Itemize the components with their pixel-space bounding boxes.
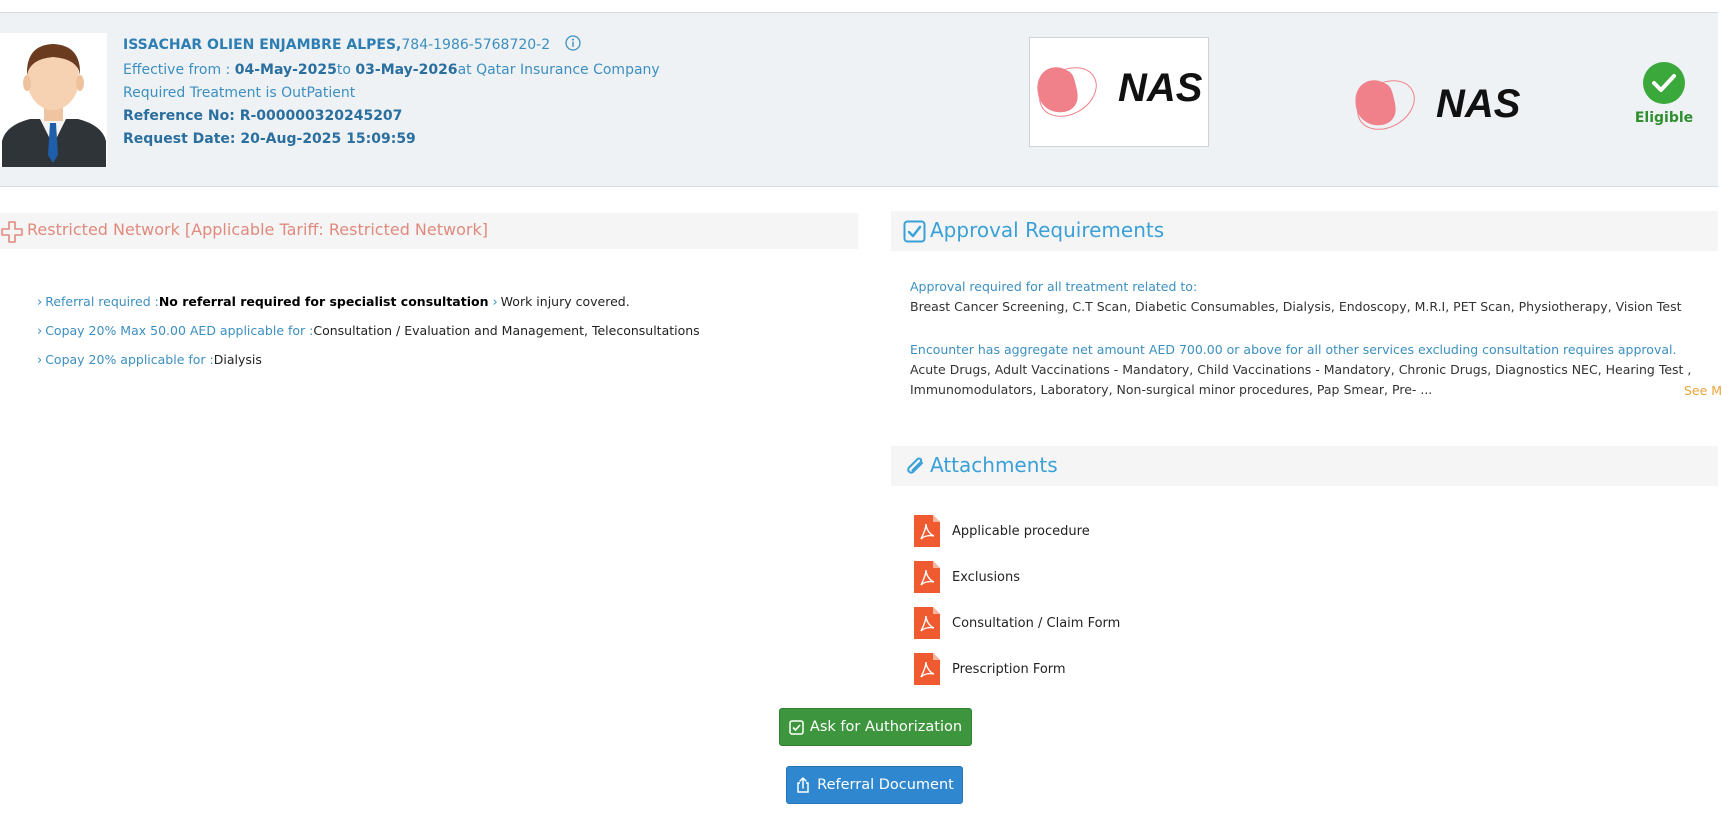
ask-auth-label: Ask for Authorization xyxy=(809,719,963,735)
chevron-right-icon: › xyxy=(37,295,43,310)
effective-to-date: 03-May-2026 xyxy=(355,62,458,78)
reference-number: Reference No: R-000000320245207 xyxy=(123,108,403,124)
attachments-title: Attachments xyxy=(930,453,1058,477)
logo1-text: NAS xyxy=(1118,66,1203,110)
insurer-text: at Qatar Insurance Company xyxy=(457,62,660,78)
attachments-section-header xyxy=(891,446,1718,486)
list-item: › Referral required :No referral required for specialist consultation › Work injury covered. xyxy=(37,294,630,310)
attachment-item[interactable]: Consultation / Claim Form xyxy=(914,600,1614,646)
member-avatar xyxy=(0,33,107,167)
eligible-label: Eligible xyxy=(1634,110,1694,126)
member-id: 784-1986-5768720-2 xyxy=(401,37,551,53)
network-logo xyxy=(1348,63,1534,143)
info-icon[interactable] xyxy=(565,35,581,59)
effective-to-label: to xyxy=(336,62,356,78)
referral-document-button[interactable] xyxy=(786,766,963,804)
network-section-header xyxy=(0,213,858,249)
pdf-icon xyxy=(914,653,940,685)
checkbox-icon xyxy=(903,220,926,247)
check-circle-icon xyxy=(1643,62,1685,104)
chevron-right-icon: › xyxy=(37,353,43,368)
insurer-logo xyxy=(1029,37,1209,147)
medical-cross-icon xyxy=(1,221,23,247)
chevron-right-icon: › xyxy=(492,295,498,310)
pdf-icon xyxy=(914,607,940,639)
member-name: ISSACHAR OLIEN ENJAMBRE ALPES, xyxy=(123,37,402,53)
effective-prefix: Effective from : xyxy=(123,62,235,78)
member-header xyxy=(0,13,1718,187)
attachment-item[interactable]: Prescription Form xyxy=(914,646,1614,692)
coverage-list xyxy=(37,288,700,375)
approval-requirements xyxy=(910,277,1710,400)
member-info xyxy=(123,34,660,151)
effective-from-date: 04-May-2025 xyxy=(234,62,337,78)
referral-label: Referral Document xyxy=(817,777,954,793)
see-more-link[interactable]: See M xyxy=(1684,383,1722,398)
attachments-list xyxy=(914,508,1614,677)
chevron-right-icon: › xyxy=(37,324,43,339)
approval-heading-2: Encounter has aggregate net amount AED 700.00 or above for all other services excluding consultation requires approval. xyxy=(910,342,1677,357)
attachment-item[interactable]: Applicable procedure xyxy=(914,508,1614,554)
logo2-text: NAS xyxy=(1436,82,1521,126)
paperclip-icon xyxy=(903,455,927,483)
approval-list-1: Breast Cancer Screening, C.T Scan, Diabetic Consumables, Dialysis, Endoscopy, M.R.I, PET Scan, Physiotherapy, Vision Test xyxy=(910,299,1682,314)
ask-for-authorization-button[interactable] xyxy=(779,708,972,746)
required-treatment: Required Treatment is OutPatient xyxy=(123,85,356,101)
list-item: › Copay 20% Max 50.00 AED applicable for :Consultation / Evaluation and Management, Teleconsultations xyxy=(37,323,700,339)
list-item: › Copay 20% applicable for :Dialysis xyxy=(37,352,262,368)
approval-list-2-line1: Acute Drugs, Adult Vaccinations - Mandatory, Child Vaccinations - Mandatory, Chronic Drugs, Diagnostics NEC, Hearing Test , xyxy=(910,362,1692,377)
checkbox-icon xyxy=(789,720,804,735)
pdf-icon xyxy=(914,515,940,547)
approval-title: Approval Requirements xyxy=(930,218,1165,242)
request-date: Request Date: 20-Aug-2025 15:09:59 xyxy=(123,131,416,147)
approval-section-header xyxy=(891,211,1718,251)
upload-icon xyxy=(795,777,811,793)
eligibility-status xyxy=(1620,62,1708,126)
approval-list-2-line2: Immunomodulators, Laboratory, Non-surgical minor procedures, Pap Smear, Pre- ... xyxy=(910,382,1433,397)
attachment-item[interactable]: Exclusions xyxy=(914,554,1614,600)
network-title: Restricted Network [Applicable Tariff: Restricted Network] xyxy=(27,220,488,239)
pdf-icon xyxy=(914,561,940,593)
approval-heading-1: Approval required for all treatment related to: xyxy=(910,279,1198,294)
